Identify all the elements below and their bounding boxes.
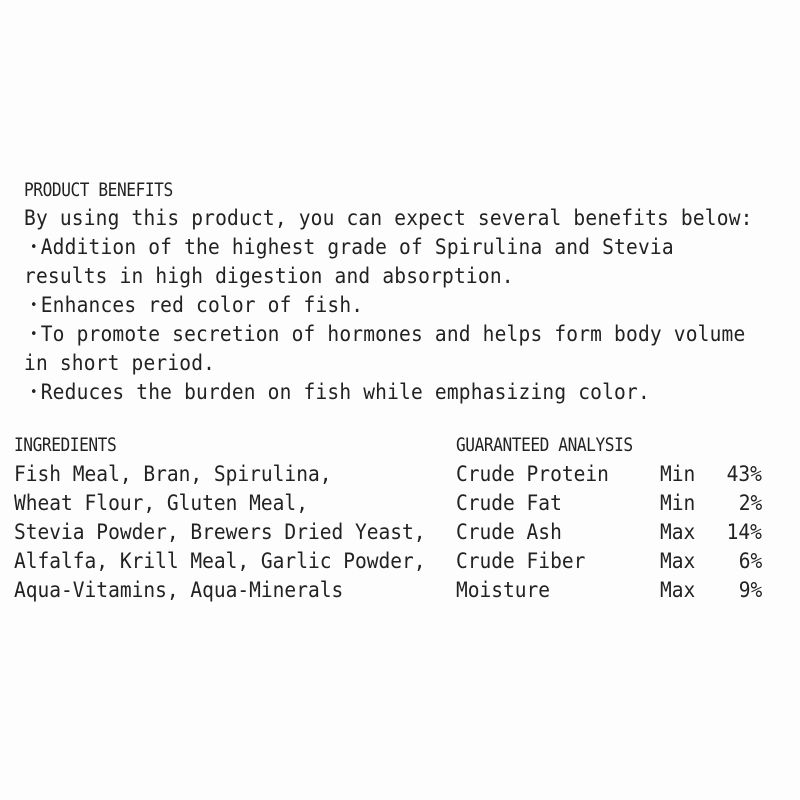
bullet-dot-icon: ・ (24, 322, 44, 346)
benefit-item (24, 378, 731, 407)
analysis-nutrient: Crude Fat (456, 491, 562, 515)
benefit-item (24, 320, 746, 349)
benefit-text: Reduces the burden on fish while emphasizing color. (40, 380, 650, 404)
analysis-nutrient: Crude Fiber (456, 549, 586, 573)
benefit-continuation: results in high digestion and absorption. (24, 264, 514, 288)
bullet-dot-icon: ・ (24, 380, 44, 404)
analysis-nutrient: Crude Ash (456, 520, 562, 544)
analysis-value: 6% (738, 549, 762, 573)
analysis-nutrient: Crude Protein (456, 462, 609, 486)
analysis-row (456, 518, 776, 547)
benefit-item (24, 233, 731, 262)
bullet-dot-icon: ・ (24, 293, 44, 317)
analysis-row (456, 460, 776, 489)
analysis-qualifier: Max (660, 549, 696, 573)
analysis-qualifier: Min (660, 491, 696, 515)
bullet-dot-icon: ・ (24, 235, 44, 259)
analysis-row (456, 576, 776, 605)
analysis-heading: GUARANTEED ANALYSIS (456, 434, 633, 456)
ingredient-line: Alfalfa, Krill Meal, Garlic Powder, (14, 549, 426, 573)
ingredient-line: Stevia Powder, Brewers Dried Yeast, (14, 520, 426, 544)
benefits-heading: PRODUCT BENEFITS (24, 179, 173, 201)
benefit-text: To promote secretion of hormones and helps form body volume (40, 322, 746, 346)
ingredients-heading: INGREDIENTS (14, 434, 117, 456)
analysis-value: 43% (726, 462, 762, 486)
analysis-qualifier: Max (660, 520, 696, 544)
benefit-continuation: in short period. (24, 351, 216, 375)
analysis-row (456, 489, 776, 518)
benefit-item (24, 291, 731, 320)
ingredients-column (14, 430, 454, 605)
analysis-value: 9% (738, 578, 762, 602)
analysis-value: 14% (726, 520, 762, 544)
guaranteed-analysis-column (456, 430, 776, 605)
analysis-qualifier: Max (660, 578, 696, 602)
benefit-text: Enhances red color of fish. (40, 293, 364, 317)
ingredient-line: Fish Meal, Bran, Spirulina, (14, 462, 332, 486)
ingredient-line: Aqua-Vitamins, Aqua-Minerals (14, 578, 344, 602)
analysis-qualifier: Min (660, 462, 696, 486)
analysis-value: 2% (738, 491, 762, 515)
benefit-text: Addition of the highest grade of Spirulina and Stevia (40, 235, 674, 259)
product-benefits-section (24, 176, 784, 407)
benefits-intro: By using this product, you can expect several benefits below: (24, 206, 753, 230)
analysis-nutrient: Moisture (456, 578, 551, 602)
ingredient-line: Wheat Flour, Gluten Meal, (14, 491, 308, 515)
analysis-row (456, 547, 776, 576)
